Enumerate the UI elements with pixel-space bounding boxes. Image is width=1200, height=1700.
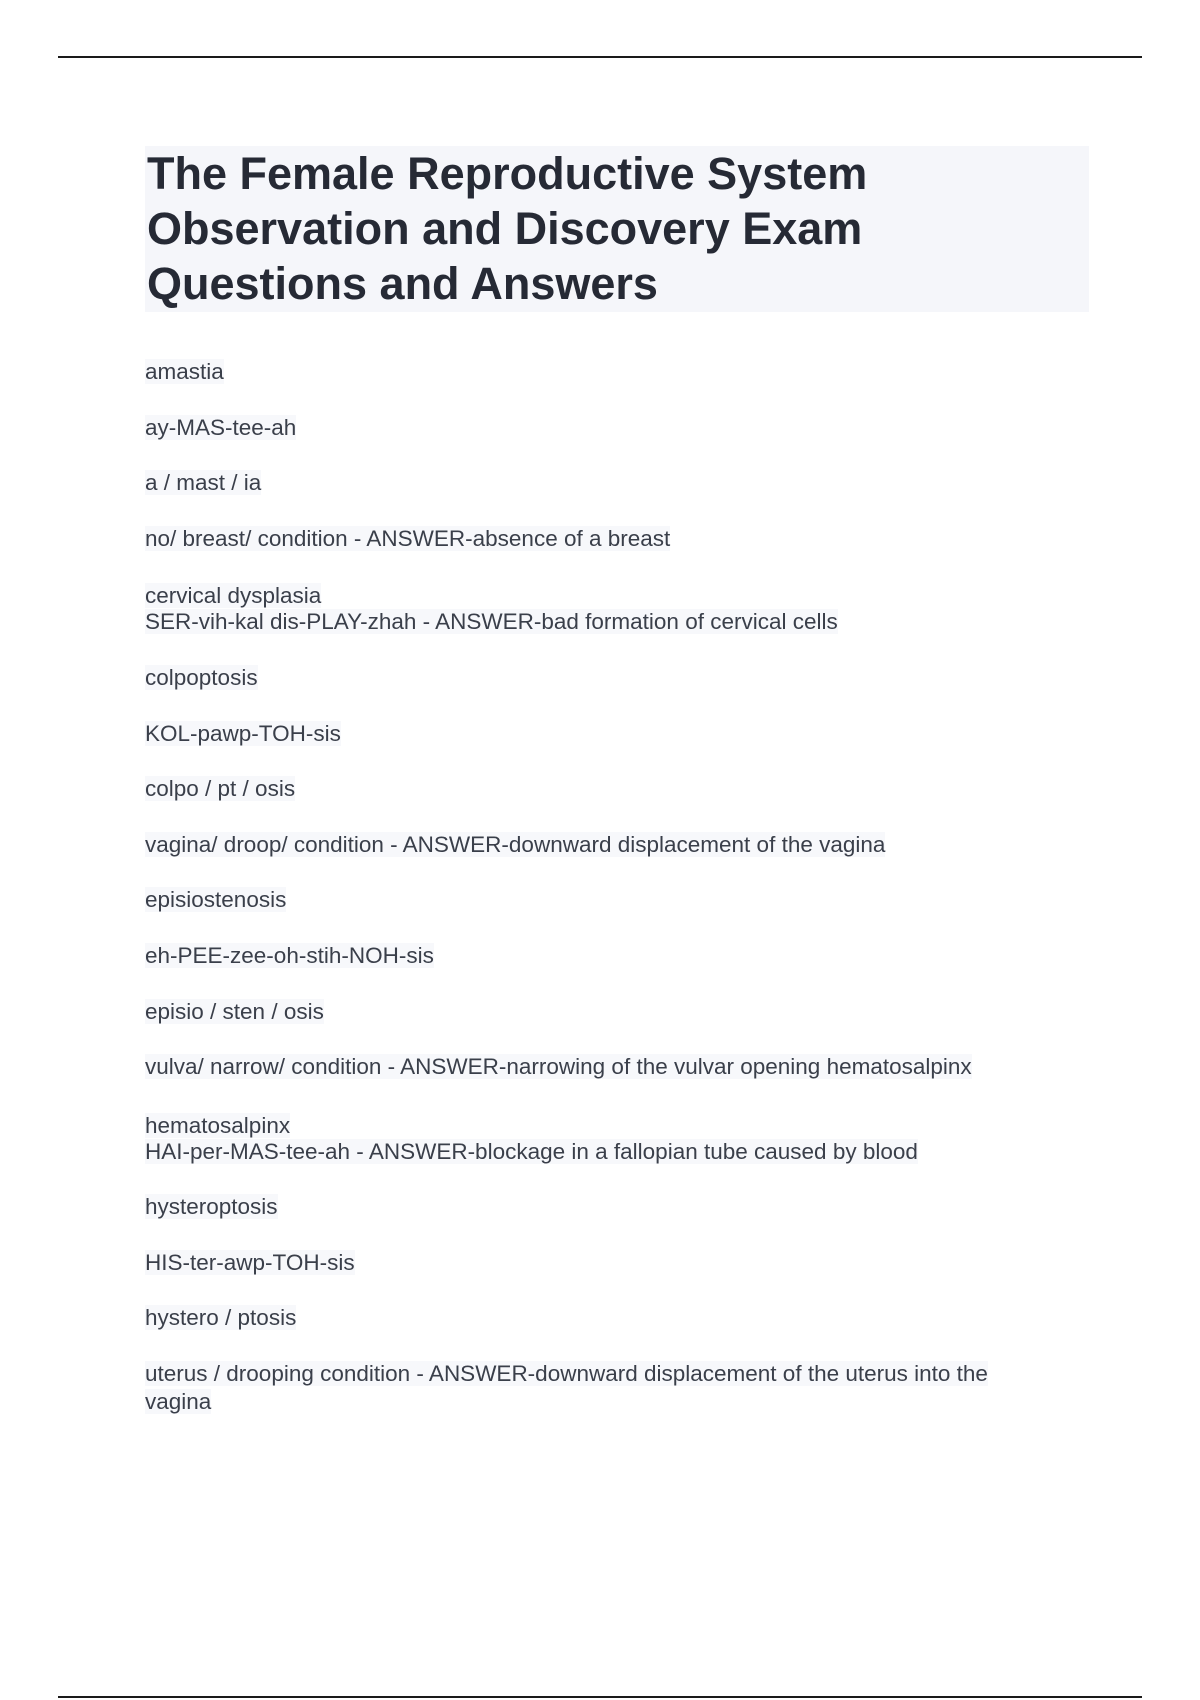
answer-hematosalpinx: HAI-per-MAS-tee-ah - ANSWER-blockage in a fallopian tube caused by blood: [145, 1139, 918, 1164]
answer-cervical-dysplasia: SER-vih-kal dis-PLAY-zhah - ANSWER-bad formation of cervical cells: [145, 609, 838, 634]
document-title: [145, 146, 1089, 312]
word-parts-amastia: a / mast / ia: [145, 470, 262, 495]
term-colpoptosis: colpoptosis: [145, 665, 258, 690]
term-hysteroptosis: hysteroptosis: [145, 1194, 278, 1219]
term-amastia: amastia: [145, 359, 224, 384]
answer-hysteroptosis: uterus / drooping condition - ANSWER-downward displacement of the uterus into the: [145, 1361, 988, 1386]
pronunciation-episiostenosis: eh-PEE-zee-oh-stih-NOH-sis: [145, 943, 434, 968]
term-hematosalpinx: hematosalpinx: [145, 1113, 291, 1138]
title-line-2: Observation and Discovery Exam: [147, 203, 863, 254]
term-episiostenosis: episiostenosis: [145, 887, 287, 912]
header-rule: [58, 56, 1142, 58]
term-cervical-dysplasia: cervical dysplasia: [145, 583, 322, 608]
word-parts-colpoptosis: colpo / pt / osis: [145, 776, 296, 801]
word-parts-episiostenosis: episio / sten / osis: [145, 999, 324, 1024]
answer-episiostenosis: vulva/ narrow/ condition - ANSWER-narrowing of the vulvar opening hematosalpinx: [145, 1054, 972, 1079]
pronunciation-hysteroptosis: HIS-ter-awp-TOH-sis: [145, 1250, 355, 1275]
word-parts-hysteroptosis: hystero / ptosis: [145, 1305, 297, 1330]
pronunciation-colpoptosis: KOL-pawp-TOH-sis: [145, 721, 341, 746]
title-line-1: The Female Reproductive System: [147, 148, 868, 199]
footer-rule: [58, 1696, 1142, 1698]
title-line-3: Questions and Answers: [147, 258, 658, 309]
answer-hysteroptosis-continued: vagina: [145, 1389, 212, 1414]
answer-colpoptosis: vagina/ droop/ condition - ANSWER-downward displacement of the vagina: [145, 832, 886, 857]
pronunciation-amastia: ay-MAS-tee-ah: [145, 415, 297, 440]
answer-amastia: no/ breast/ condition - ANSWER-absence of a breast: [145, 526, 671, 551]
